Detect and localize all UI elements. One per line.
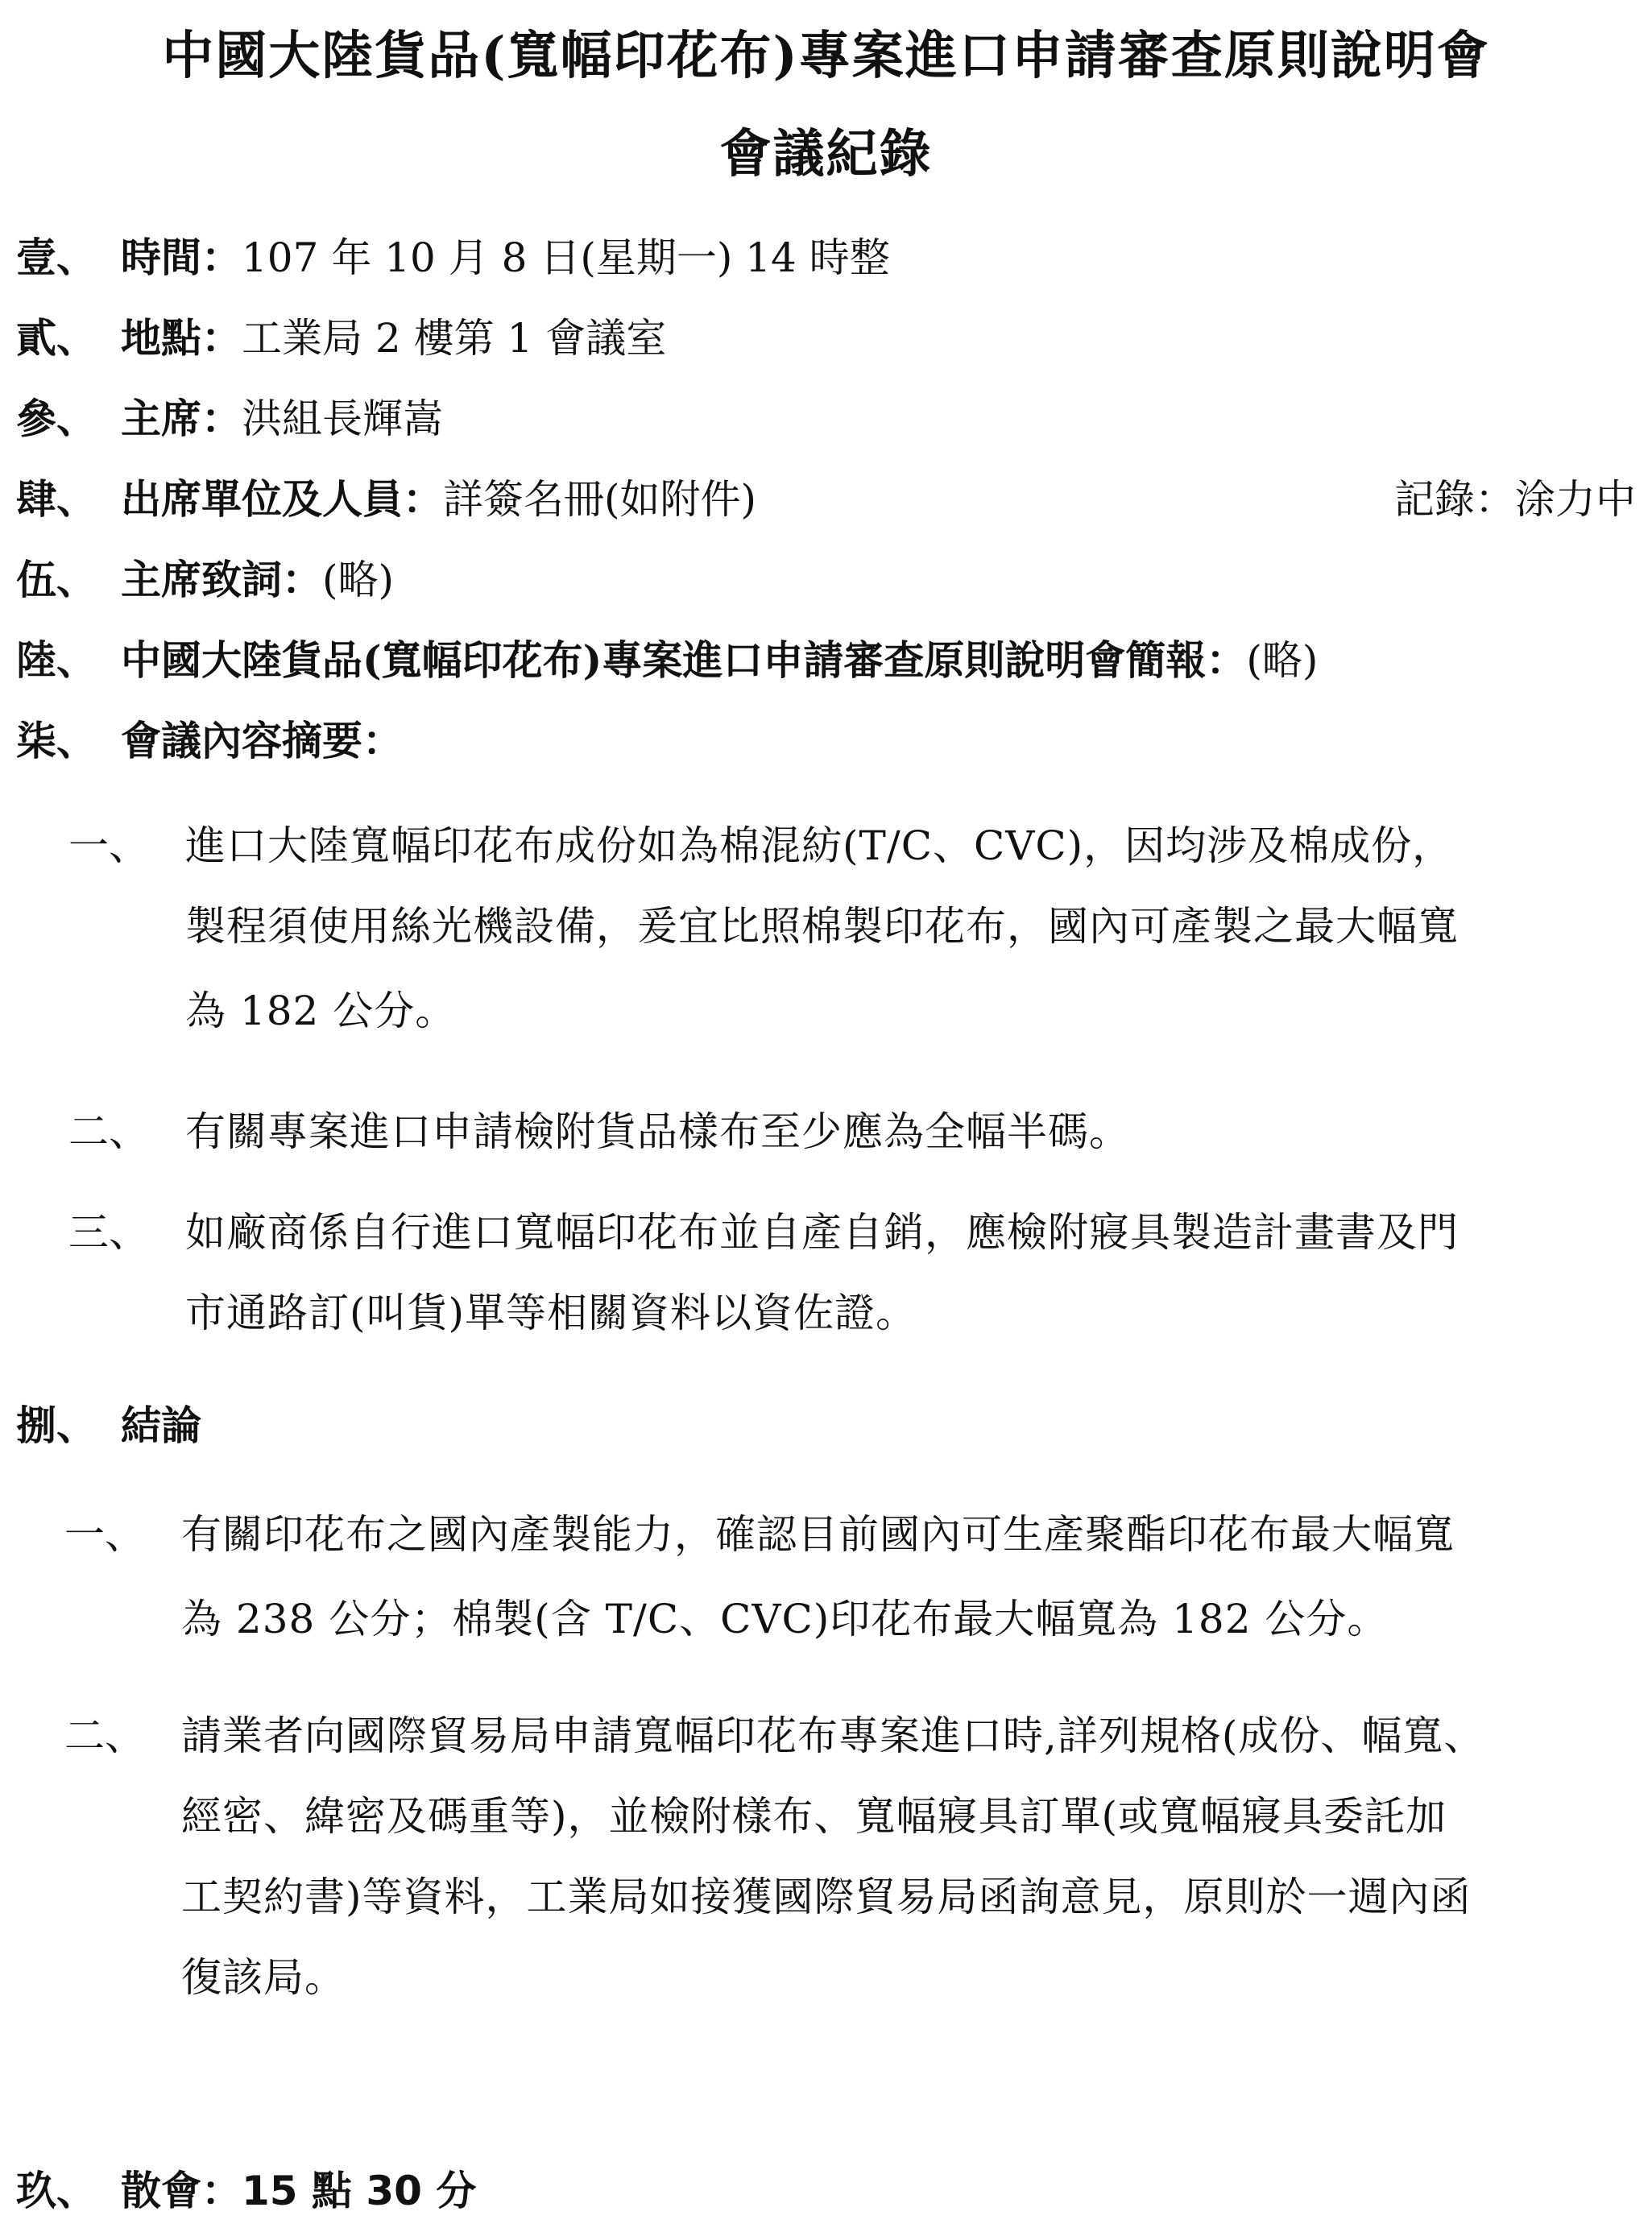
- item-line: 如廠商係自行進口寬幅印花布並自產自銷，應檢附寢具製造計畫書及門: [185, 1209, 1459, 1256]
- section-value: 工業局 2 樓第 1 會議室: [242, 315, 667, 362]
- section-number: 柒、: [16, 717, 97, 764]
- section-value: 詳簽名冊(如附件): [443, 476, 757, 523]
- item-line: 為 238 公分；棉製(含 T/C、CVC)印花布最大幅寬為 182 公分。: [181, 1596, 1389, 1642]
- section-number: 肆、: [16, 475, 97, 523]
- item-line: 製程須使用絲光機設備，爰宜比照棉製印花布，國內可產製之最大幅寬: [185, 903, 1459, 950]
- section-label: 散會：: [121, 2167, 242, 2214]
- section-label: 主席：: [121, 395, 242, 442]
- item-line: 請業者向國際貿易局申請寬幅印花布專案進口時,詳列規格(成份、幅寬、: [181, 1712, 1485, 1759]
- document-title: 中國大陸貨品(寬幅印花布)專案進口申請審查原則說明會: [162, 26, 1490, 86]
- section-chair-speech: [16, 556, 394, 604]
- section-chair: [16, 395, 443, 443]
- section-value: (略): [1246, 637, 1319, 684]
- section-value: 15 點 30 分: [242, 2168, 477, 2214]
- item-number: 三、: [68, 1209, 149, 1256]
- section-label: 會議內容摘要：: [121, 717, 403, 764]
- section-number: 陸、: [16, 636, 97, 684]
- section-adjourn: [16, 2167, 476, 2215]
- section-value: 洪組長輝嵩: [242, 395, 443, 442]
- section-label: 出席單位及人員：: [121, 475, 443, 523]
- section-number: 壹、: [16, 234, 97, 281]
- item-number: 一、: [68, 822, 149, 869]
- item-line: 有關印花布之國內產製能力，確認目前國內可生產聚酯印花布最大幅寬: [181, 1511, 1455, 1558]
- recorder-note: 記錄：涂力中: [1394, 476, 1636, 523]
- item-line: 復該局。: [181, 1954, 346, 2001]
- section-attendees: [16, 475, 756, 524]
- section-number: 參、: [16, 395, 97, 442]
- item-number: 二、: [68, 1108, 149, 1155]
- section-location: [16, 314, 666, 362]
- section-label: 地點：: [121, 314, 242, 362]
- section-label: 主席致詞：: [121, 556, 322, 603]
- section-conclusion-heading: [16, 1402, 201, 1450]
- section-value: (略): [322, 557, 395, 603]
- item-line: 工契約書)等資料，工業局如接獲國際貿易局函詢意見，原則於一週內函: [181, 1874, 1472, 1920]
- section-value: 107 年 10 月 8 日(星期一) 14 時整: [242, 234, 890, 281]
- item-number: 二、: [64, 1712, 145, 1759]
- section-briefing: [16, 636, 1318, 685]
- item-line: 進口大陸寬幅印花布成份如為棉混紡(T/C、CVC)，因均涉及棉成份，: [185, 822, 1454, 869]
- item-line: 市通路訂(叫貨)單等相關資料以資佐證。: [185, 1290, 917, 1336]
- section-label: 中國大陸貨品(寬幅印花布)專案進口申請審查原則說明會簡報：: [121, 636, 1247, 684]
- item-line: 有關專案進口申請檢附貨品樣布至少應為全幅半碼。: [185, 1108, 1130, 1155]
- document-subtitle: 會議紀錄: [719, 124, 933, 184]
- item-number: 一、: [64, 1511, 145, 1558]
- section-number: 玖、: [16, 2167, 97, 2214]
- section-summary-heading: [16, 717, 403, 765]
- section-number: 貳、: [16, 314, 97, 362]
- item-line: 經密、緯密及碼重等)，並檢附樣布、寬幅寢具訂單(或寬幅寢具委託加: [181, 1793, 1447, 1840]
- section-time: [16, 234, 890, 282]
- section-label: 結論: [121, 1402, 201, 1449]
- section-number: 伍、: [16, 556, 97, 603]
- item-line: 為 182 公分。: [185, 988, 457, 1034]
- section-label: 時間：: [121, 234, 242, 281]
- section-number: 捌、: [16, 1402, 97, 1449]
